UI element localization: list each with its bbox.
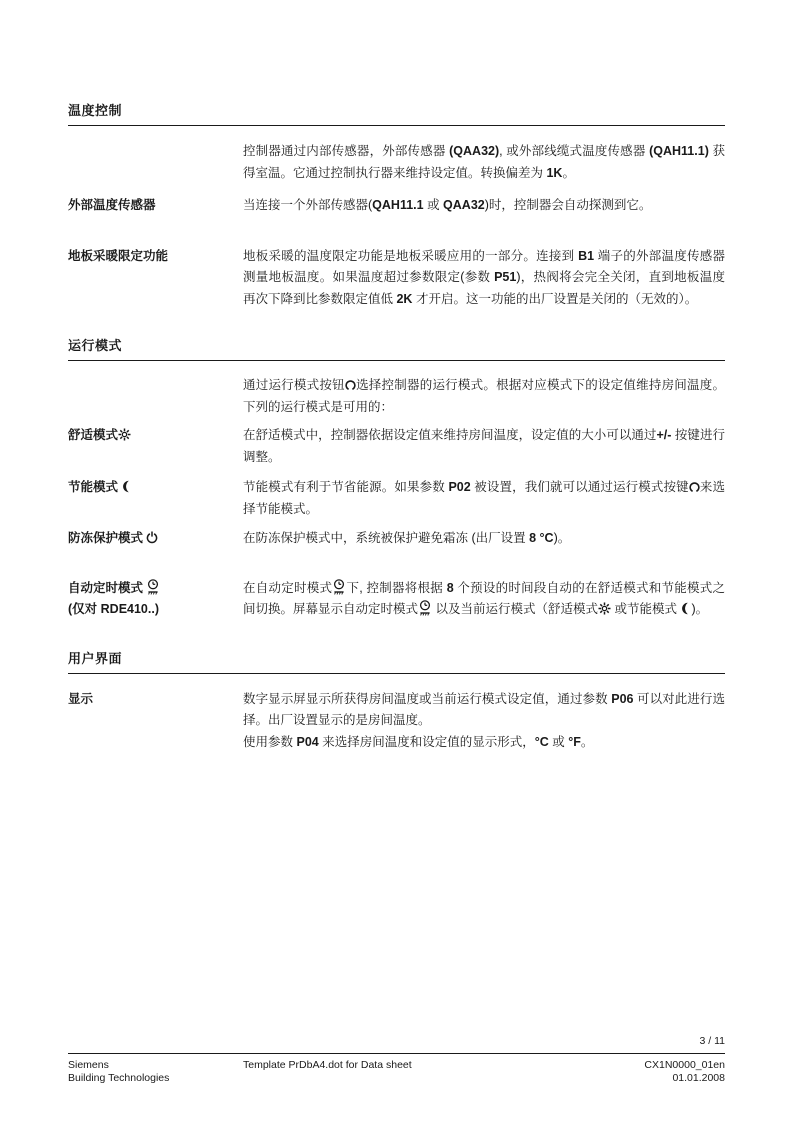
paragraph-row	[68, 246, 725, 311]
page-number: 3 / 11	[699, 1035, 725, 1047]
footer-company-name: Siemens	[68, 1058, 109, 1071]
paragraph-text: 数字显示屏显示所获得房间温度或当前运行模式设定值，通过参数 P06 可以对此进行选择。出厂设置显示的是房间温度。 使用参数 P04 来选择房间温度和设定值的显示形式，°C 或 °F。	[243, 691, 725, 749]
footer-columns	[68, 1054, 725, 1086]
footer-doc-info	[644, 1059, 725, 1086]
footer-template-note: Template PrDbA4.dot for Data sheet	[243, 1058, 412, 1071]
section-heading: 运行模式	[68, 335, 725, 361]
row-label-line2: (仅对 RDE410..)	[68, 601, 159, 616]
paragraph-text: 地板采暖的温度限定功能是地板采暖应用的一部分。连接到 B1 端子的外部温度传感器测量地板温度。如果温度超过参数限定(参数 P51)，热阀将会完全关闭，直到地板温度再次下降到比参数限定值低 2K 才开启。这一功能的出厂设置是关闭的（无效的）。	[243, 248, 725, 306]
page-content	[68, 0, 725, 753]
paragraph-row	[68, 375, 725, 418]
row-label: 外部温度传感器	[68, 198, 156, 212]
paragraph-row-display	[68, 689, 725, 754]
comfort-mode-sun-icon	[118, 428, 131, 441]
row-label-line1: 自动定时模式	[68, 581, 160, 595]
auto-timer-clock-icon	[332, 579, 346, 595]
row-label: 地板采暖限定功能	[68, 248, 169, 263]
paragraph-row	[68, 141, 725, 184]
operating-mode-button-icon	[689, 481, 700, 493]
section-heading: 温度控制	[68, 100, 725, 126]
paragraph-text: 当连接一个外部传感器(QAH11.1 或 QAA32)时，控制器会自动探测到它。	[243, 198, 652, 212]
paragraph-text: 在舒适模式中，控制器依据设定值来维持房间温度，设定值的大小可以通过+/- 按键进行调整。	[243, 428, 725, 464]
row-label	[68, 578, 243, 620]
auto-timer-clock-icon	[418, 600, 432, 616]
operating-mode-button-icon	[345, 379, 356, 391]
paragraph-row-comfort-mode	[68, 425, 725, 468]
paragraph-row-economy-mode	[68, 477, 725, 520]
row-label: 防冻保护模式	[68, 528, 243, 549]
row-label: 显示	[68, 691, 94, 706]
footer-document-id: CX1N0000_01en	[644, 1058, 725, 1071]
paragraph-text: 控制器通过内部传感器，外部传感器 (QAA32), 或外部线缆式温度传感器 (QAH11.1) 获得室温。它通过控制执行器来维持设定值。转换偏差为 1K。	[243, 144, 725, 180]
section-operating-modes	[68, 335, 725, 621]
paragraph-row-auto-timer-mode	[68, 578, 725, 621]
economy-mode-moon-icon	[121, 480, 132, 493]
paragraph-text: 节能模式有利于节省能源。如果参数 P02 被设置，我们就可以通过运行模式按键 来选择节能模式。	[243, 480, 725, 516]
paragraph-text: 在防冻保护模式中，系统被保护避免霜冻 (出厂设置 8 °C)。	[243, 531, 571, 545]
paragraph-row-frost-protection-mode	[68, 528, 725, 550]
section-user-interface	[68, 648, 725, 754]
row-label: 节能模式	[68, 477, 243, 498]
page-footer	[68, 1035, 725, 1086]
frost-protection-power-icon	[146, 531, 158, 544]
comfort-mode-sun-icon	[598, 602, 611, 615]
section-temperature-control	[68, 100, 725, 310]
footer-date: 01.01.2008	[672, 1072, 725, 1084]
economy-mode-moon-icon	[680, 602, 691, 615]
paragraph-text: 在自动定时模式 下, 控制器将根据 8 个预设的时间段自动的在舒适模式和节能模式之间切换。屏幕显示自动定时模式 以及当前运行模式（舒适模式 或节能模式 )。	[243, 580, 725, 616]
section-heading: 用户界面	[68, 648, 725, 674]
paragraph-text: 通过运行模式按钮 选择控制器的运行模式。根据对应模式下的设定值维持房间温度。下列的运行模式是可用的：	[243, 378, 725, 414]
footer-company-division: Building Technologies	[68, 1072, 170, 1084]
paragraph-row	[68, 195, 725, 217]
row-label: 舒适模式	[68, 425, 243, 446]
auto-timer-clock-icon	[146, 579, 160, 595]
footer-company	[68, 1059, 243, 1086]
